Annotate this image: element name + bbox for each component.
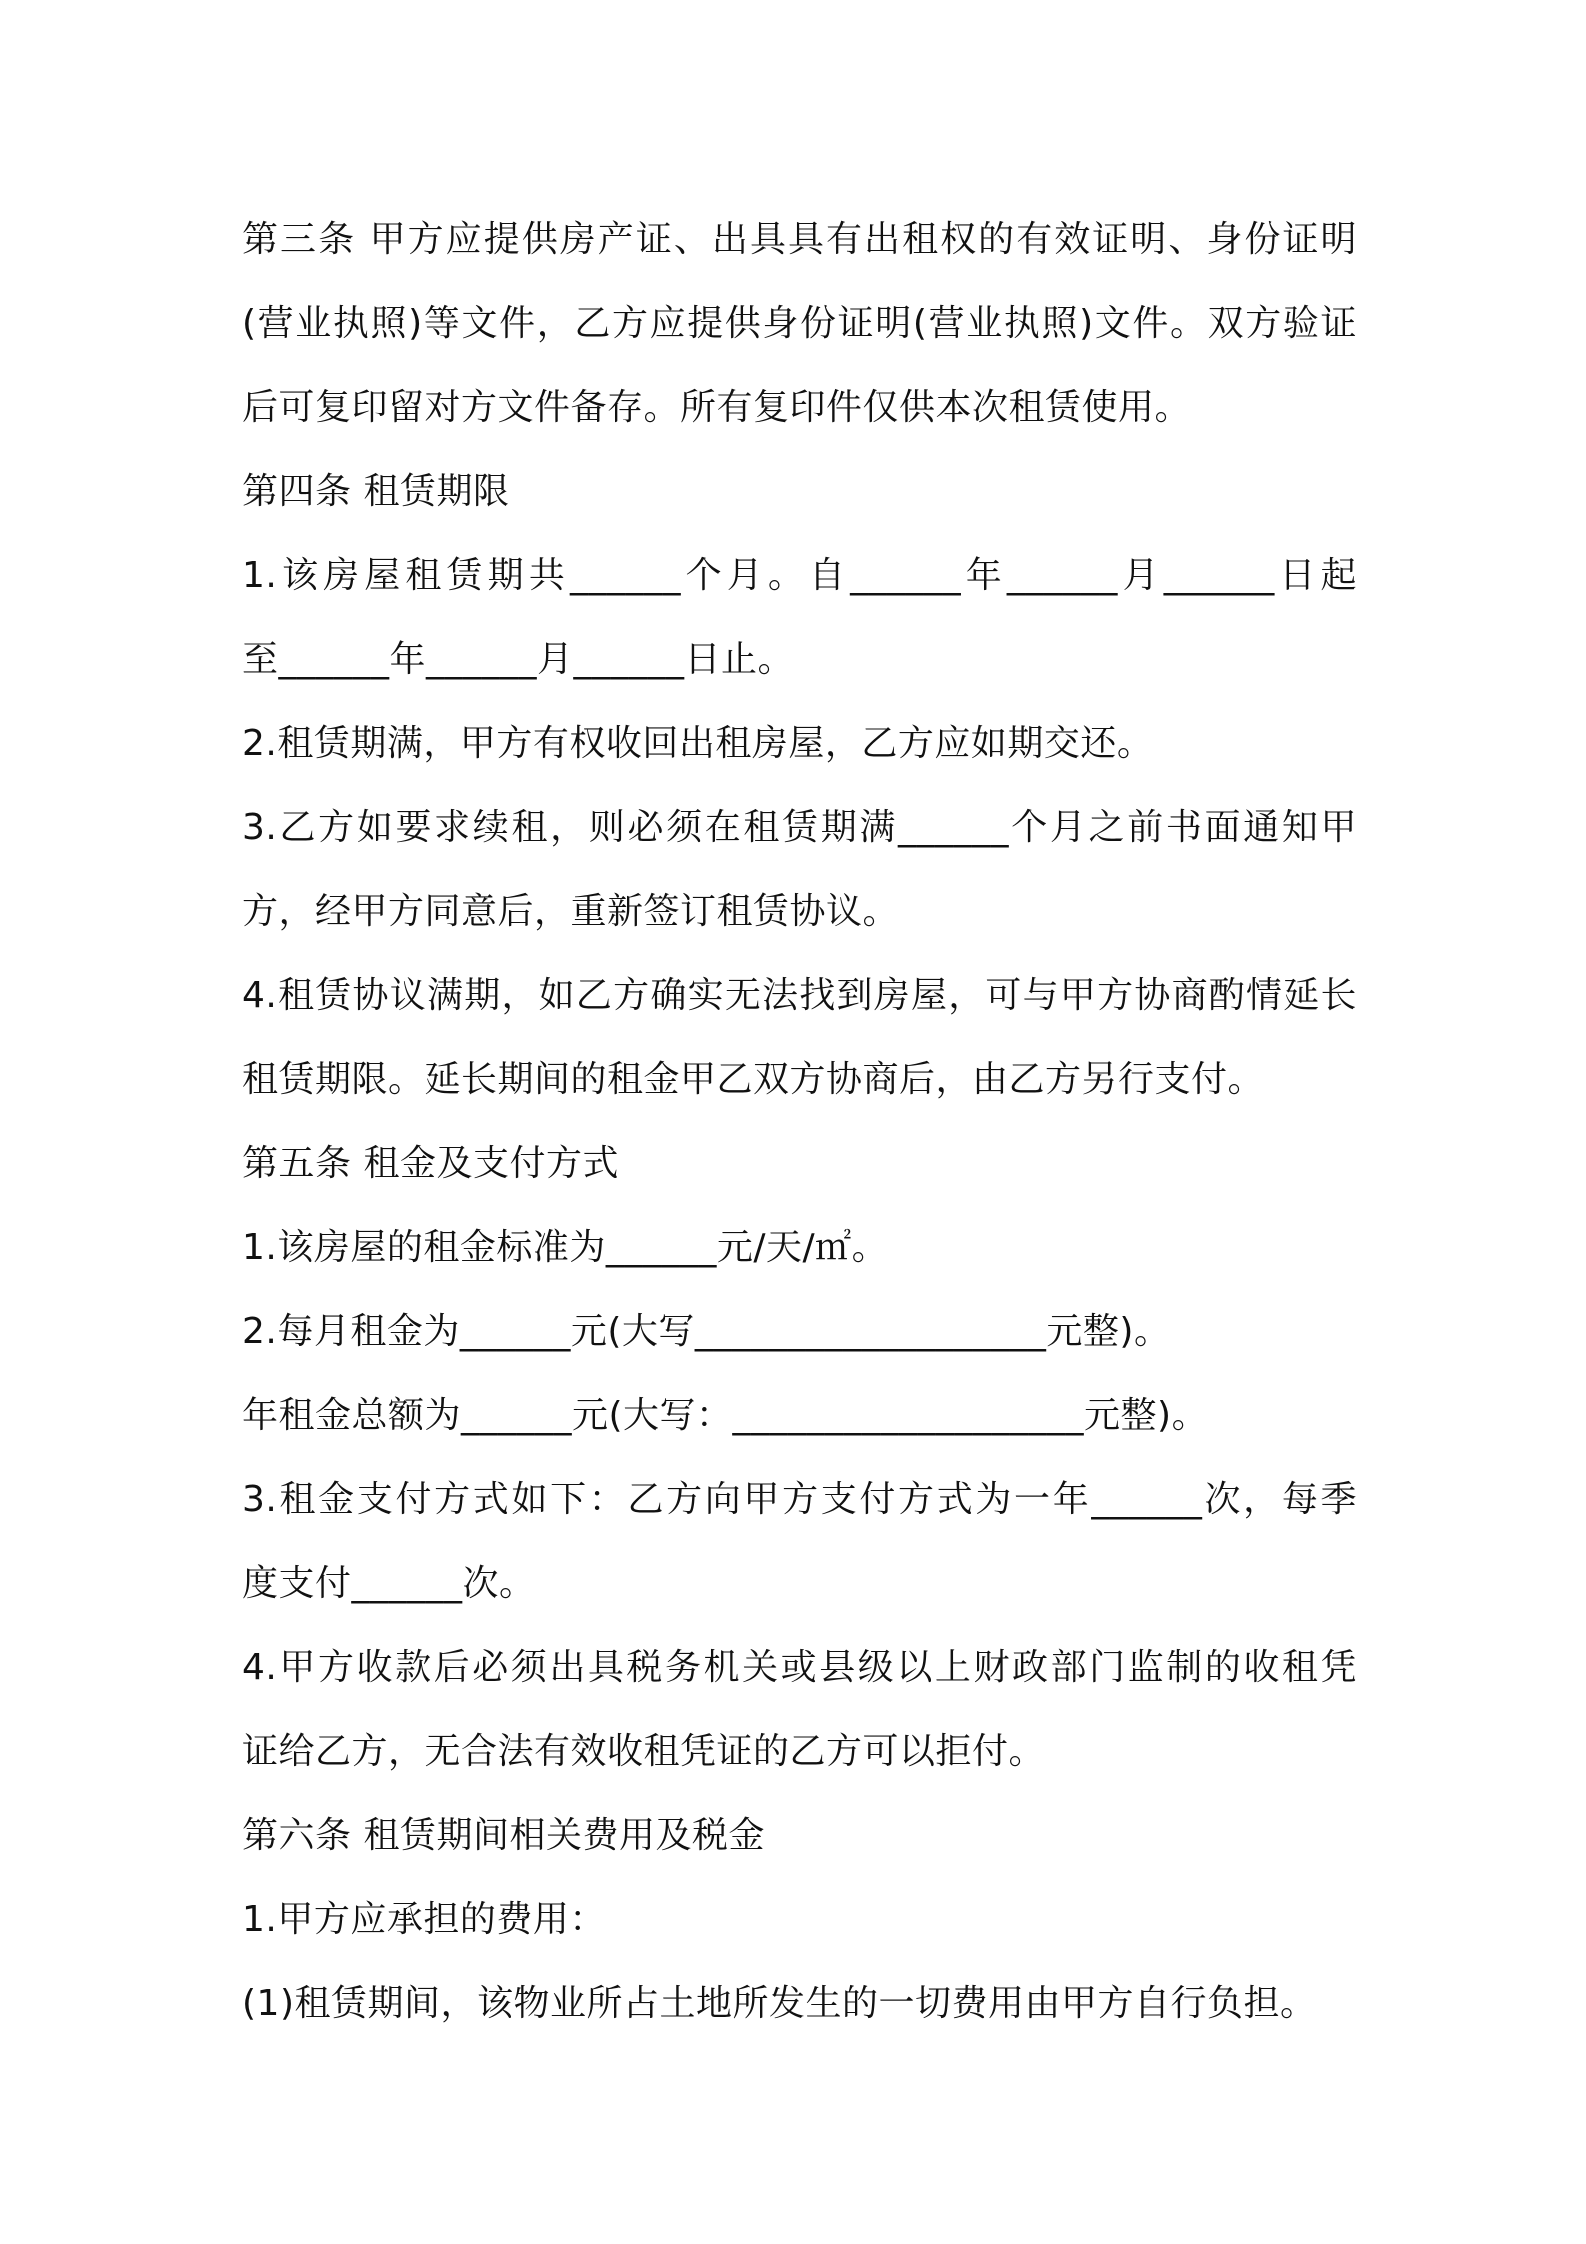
article-3-line-1: 第三条 甲方应提供房产证、出具具有出租权的有效证明、身份证明 [242, 219, 1357, 260]
receipt-clause-line-1: 4.甲方收款后必须出具税务机关或县级以上财政部门监制的收租凭 [242, 1647, 1357, 1688]
renewal-clause-line-2: 方，经甲方同意后，重新签订租赁协议。 [242, 891, 900, 932]
lease-term-line-2: 至______年______月______日止。 [242, 639, 795, 680]
land-fees-clause: (1)租赁期间，该物业所占土地所发生的一切费用由甲方自行负担。 [242, 1983, 1317, 2024]
article-5-heading: 第五条 租金及支付方式 [242, 1143, 619, 1184]
payment-method-line-1: 3.租金支付方式如下：乙方向甲方支付方式为一年______次，每季 [242, 1479, 1357, 1520]
article-3-line-3: 后可复印留对方文件备存。所有复印件仅供本次租赁使用。 [242, 387, 1192, 428]
lease-expiry-clause: 2.租赁期满，甲方有权收回出租房屋，乙方应如期交还。 [242, 723, 1154, 764]
extension-clause-line-2: 租赁期限。延长期间的租金甲乙双方协商后，由乙方另行支付。 [242, 1059, 1265, 1100]
lease-term-line-1: 1.该房屋租赁期共______个月。自______年______月______日起 [242, 555, 1357, 596]
article-6-heading: 第六条 租赁期间相关费用及税金 [242, 1815, 765, 1856]
extension-clause-line-1: 4.租赁协议满期，如乙方确实无法找到房屋，可与甲方协商酌情延长 [242, 975, 1357, 1016]
article-4-heading: 第四条 租赁期限 [242, 471, 510, 512]
monthly-rent-clause: 2.每月租金为______元(大写___________________元整)。 [242, 1311, 1171, 1352]
article-3-line-2: (营业执照)等文件，乙方应提供身份证明(营业执照)文件。双方验证 [242, 303, 1357, 344]
annual-rent-clause: 年租金总额为______元(大写：___________________元整)。 [242, 1395, 1209, 1436]
renewal-clause-line-1: 3.乙方如要求续租，则必须在租赁期满______个月之前书面通知甲 [242, 807, 1357, 848]
contract-page [242, 198, 1357, 2046]
rent-standard-clause: 1.该房屋的租金标准为______元/天/㎡。 [242, 1227, 889, 1268]
receipt-clause-line-2: 证给乙方，无合法有效收租凭证的乙方可以拒付。 [242, 1731, 1046, 1772]
payment-method-line-2: 度支付______次。 [242, 1563, 536, 1604]
lessor-fees-heading: 1.甲方应承担的费用： [242, 1899, 606, 1940]
